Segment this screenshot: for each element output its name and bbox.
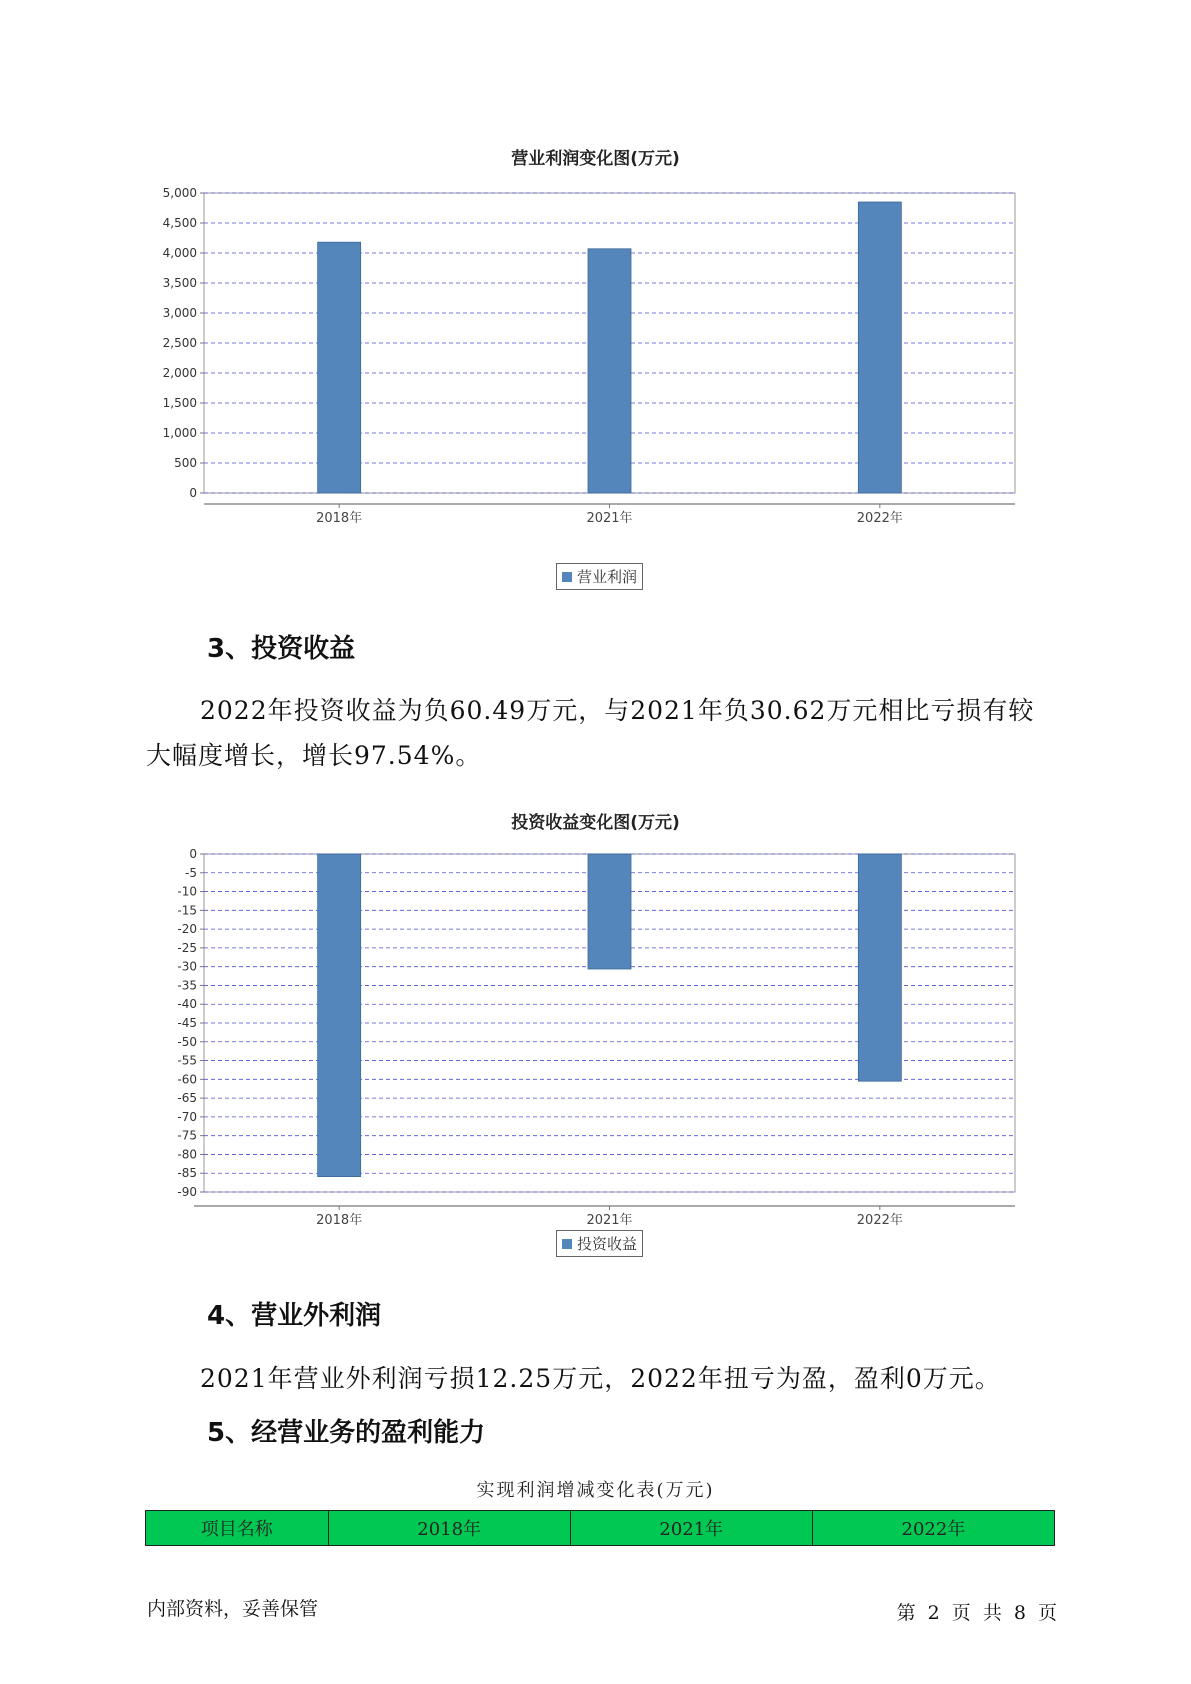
y-tick-label: -40 — [177, 997, 197, 1012]
y-tick-label: -80 — [177, 1147, 197, 1162]
bar-2021年 — [588, 249, 631, 493]
bar-2022年 — [858, 202, 901, 493]
y-tick-label: 0 — [189, 486, 197, 500]
chart2-legend — [556, 1230, 643, 1257]
y-tick-label: 5,000 — [162, 186, 197, 200]
section3-para-line2: 大幅度增长，增长97.54%。 — [146, 741, 482, 770]
y-tick-label: 1,000 — [162, 426, 197, 440]
chart1-legend — [556, 563, 643, 590]
section3-heading: 3、投资收益 — [207, 634, 356, 664]
table-header-cell: 2018年 — [328, 1511, 570, 1546]
y-tick-label: -10 — [177, 884, 197, 899]
y-tick-label: -60 — [177, 1072, 197, 1087]
chart1-title: 营业利润变化图(万元) — [511, 149, 680, 169]
y-tick-label: -55 — [177, 1053, 197, 1068]
y-tick-label: -85 — [177, 1166, 197, 1181]
x-tick-label: 2022年 — [856, 511, 903, 526]
chart1-operating-profit — [150, 178, 1020, 558]
y-tick-label: -30 — [177, 959, 197, 974]
bar-2022年 — [858, 854, 901, 1081]
x-tick-label: 2018年 — [316, 511, 363, 526]
y-tick-label: -25 — [177, 940, 197, 955]
y-tick-label: 4,500 — [162, 216, 197, 230]
y-tick-label: -45 — [177, 1016, 197, 1030]
chart2-legend-label: 投资收益 — [577, 1235, 638, 1253]
table-caption: 实现利润增减变化表(万元) — [476, 1480, 715, 1501]
section4-heading: 4、营业外利润 — [207, 1301, 382, 1331]
section4-para: 2021年营业外利润亏损12.25万元，2022年扭亏为盈，盈利0万元。 — [200, 1364, 1001, 1393]
y-tick-label: 3,500 — [162, 276, 197, 290]
y-tick-label: 4,000 — [162, 246, 197, 260]
footer-page-number: 第 2 页 共 8 页 — [896, 1602, 1057, 1624]
table-header-cell: 2022年 — [812, 1511, 1054, 1546]
footer-confidential-note: 内部资料，妥善保管 — [147, 1598, 319, 1620]
y-tick-label: -90 — [177, 1185, 197, 1199]
x-tick-label: 2021年 — [586, 511, 633, 526]
table-header-cell: 项目名称 — [146, 1511, 329, 1546]
profit-change-table — [145, 1510, 1055, 1546]
legend-swatch — [562, 572, 572, 582]
y-tick-label: -75 — [177, 1128, 197, 1143]
y-tick-label: -35 — [177, 978, 197, 993]
chart2-title: 投资收益变化图(万元) — [511, 813, 680, 833]
y-tick-label: 3,000 — [162, 306, 197, 320]
y-tick-label: -20 — [177, 922, 197, 937]
bar-2018年 — [318, 854, 361, 1177]
y-tick-label: 500 — [174, 456, 197, 470]
y-tick-label: -50 — [177, 1034, 197, 1049]
y-tick-label: 2,000 — [162, 366, 197, 380]
section3-para-line1: 2022年投资收益为负60.49万元，与2021年负30.62万元相比亏损有较 — [200, 696, 1035, 725]
table-header-cell: 2021年 — [570, 1511, 812, 1546]
bar-2018年 — [318, 242, 361, 493]
section5-heading: 5、经营业务的盈利能力 — [207, 1418, 486, 1448]
y-tick-label: -70 — [177, 1109, 197, 1124]
y-tick-label: -5 — [185, 865, 197, 880]
x-tick-label: 2022年 — [856, 1213, 903, 1228]
chart1-legend-label: 营业利润 — [577, 568, 638, 586]
legend-swatch — [562, 1239, 572, 1249]
x-tick-label: 2018年 — [316, 1213, 363, 1228]
y-tick-label: -65 — [177, 1091, 197, 1106]
y-tick-label: -15 — [177, 903, 197, 918]
y-tick-label: 1,500 — [162, 396, 197, 410]
y-tick-label: 2,500 — [162, 336, 197, 350]
chart2-investment-income — [150, 840, 1020, 1228]
x-tick-label: 2021年 — [586, 1213, 633, 1228]
y-tick-label: 0 — [189, 847, 197, 861]
table-header-row — [146, 1511, 1055, 1546]
bar-2021年 — [588, 854, 631, 969]
